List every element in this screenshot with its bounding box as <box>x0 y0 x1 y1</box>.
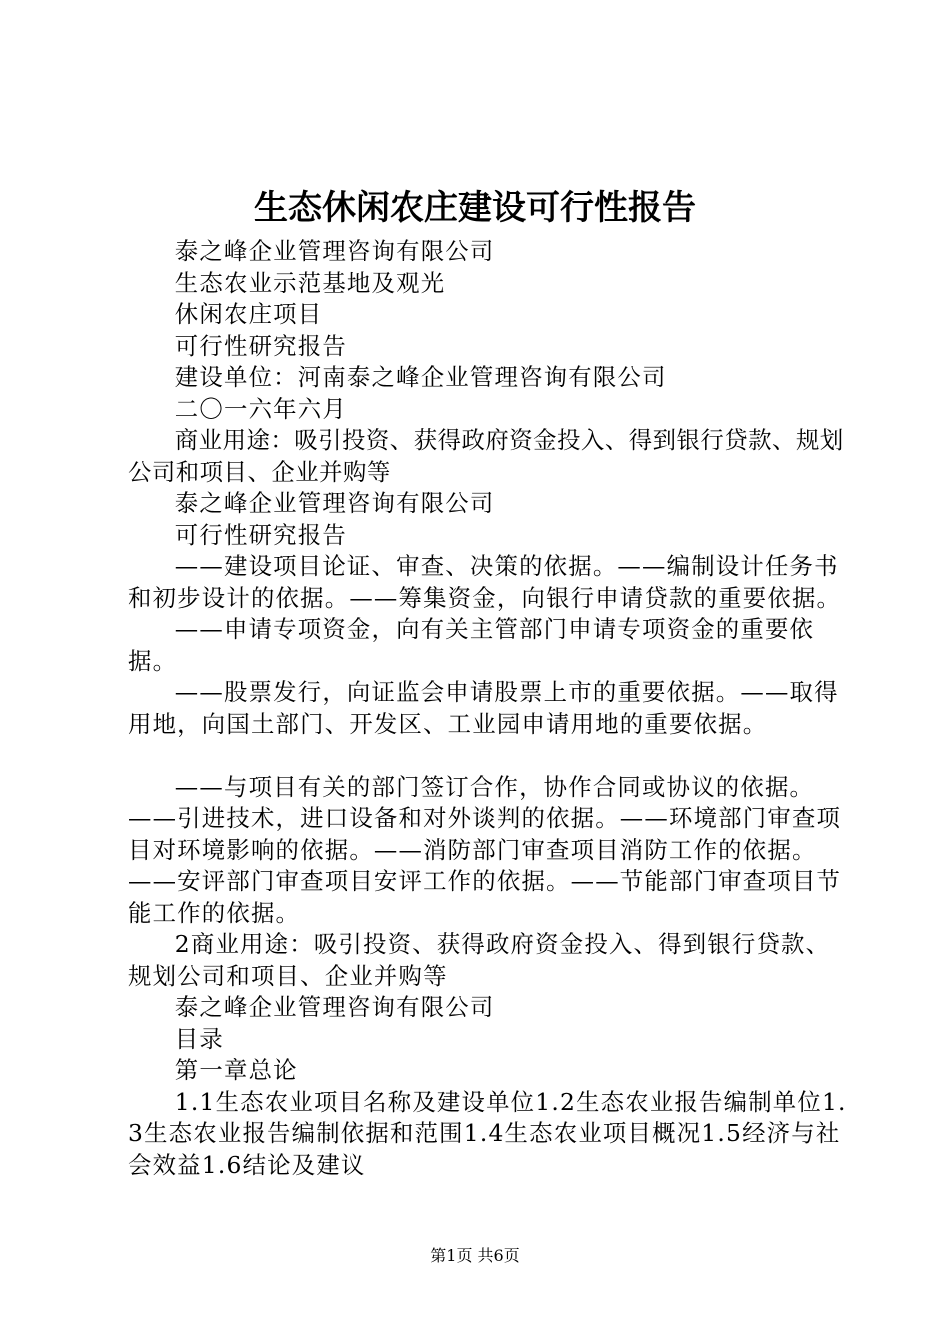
paragraph-report-type-2: 可行性研究报告 <box>174 520 347 549</box>
paragraph-company-3: 泰之峰企业管理咨询有限公司 <box>174 993 495 1021</box>
document-body <box>128 236 848 1181</box>
paragraph-builder: 建设单位：河南泰之峰企业管理咨询有限公司 <box>174 363 667 391</box>
document-title: 生态休闲农庄建设可行性报告 <box>254 188 696 228</box>
paragraph-company-2: 泰之峰企业管理咨询有限公司 <box>174 489 495 517</box>
paragraph-chapter-1-sections: 1.1生态农业项目名称及建设单位1.2生态农业报告编制单位1.3生态农业报告编制依据和范围1.4生态农业项目概况1.5经济与社会效益1.6结论及建议 <box>128 1087 847 1179</box>
paragraph-toc-heading: 目录 <box>174 1024 224 1053</box>
paragraph-basis-3: ——股票发行，向证监会申请股票上市的重要依据。——取得用地，向国土部门、开发区、工业园申请用地的重要依据。 <box>128 678 839 738</box>
paragraph-date: 二〇一六年六月 <box>174 394 347 423</box>
paragraph-basis-2: ——申请专项资金，向有关主管部门申请专项资金的重要依据。 <box>128 615 815 675</box>
page-footer: 第1页 共6页 <box>430 1246 520 1265</box>
paragraph-basis-1: ——建设项目论证、审查、决策的依据。——编制设计任务书和初步设计的依据。——筹集资金，向银行申请贷款的重要依据。 <box>128 552 842 612</box>
paragraph-subtitle-2: 休闲农庄项目 <box>174 300 323 328</box>
paragraph-company: 泰之峰企业管理咨询有限公司 <box>174 237 495 265</box>
paragraph-business-use-2: 2商业用途：吸引投资、获得政府资金投入、得到银行贷款、规划公司和项目、企业并购等 <box>128 930 831 990</box>
paragraph-report-type: 可行性研究报告 <box>174 331 347 360</box>
paragraph-subtitle-1: 生态农业示范基地及观光 <box>174 268 446 297</box>
paragraph-basis-4: ——与项目有关的部门签订合作，协作合同或协议的依据。——引进技术，进口设备和对外谈判的依据。——环境部门审查项目对环境影响的依据。——消防部门审查项目消防工作的依据。——安评部门审查项目安评工作的依据。——节能部门审查项目节能工作的依据。 <box>128 772 842 927</box>
blank-line <box>128 740 848 772</box>
paragraph-chapter-1: 第一章总论 <box>174 1056 298 1084</box>
paragraph-business-use: 商业用途：吸引投资、获得政府资金投入、得到银行贷款、规划公司和项目、企业并购等 <box>128 426 844 486</box>
